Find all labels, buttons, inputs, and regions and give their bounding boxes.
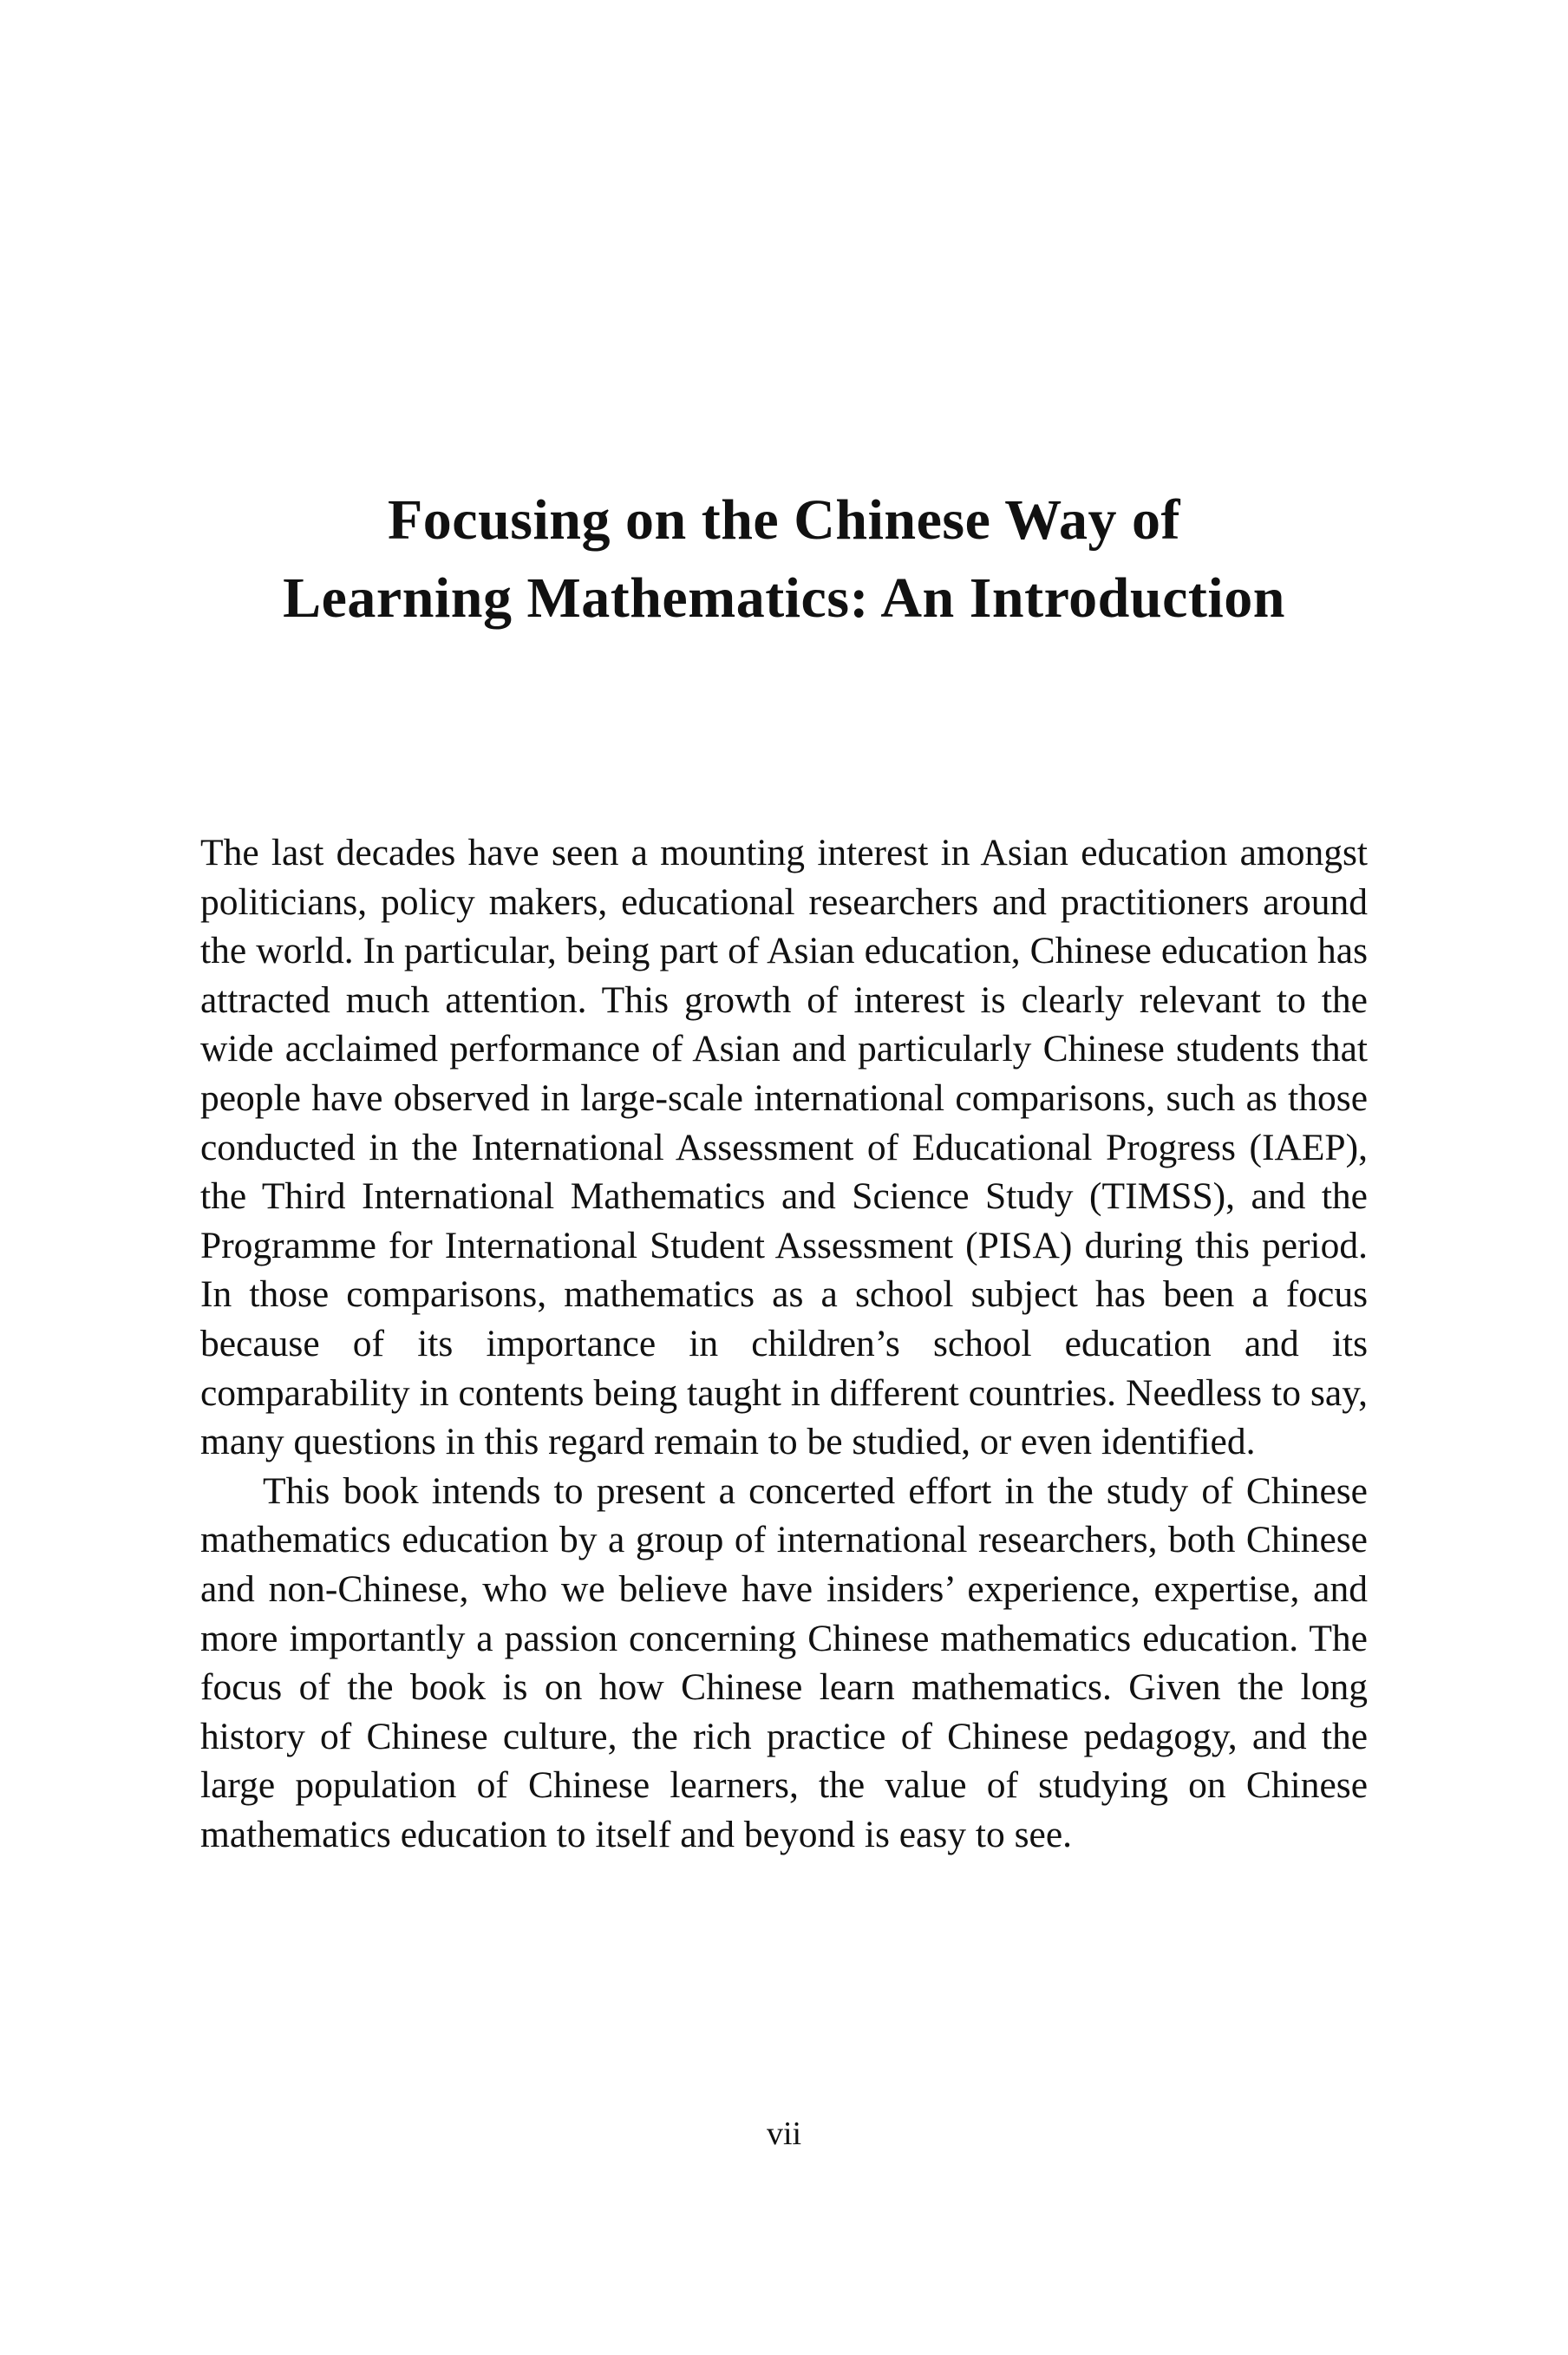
chapter-title-line-1: Focusing on the Chinese Way of: [387, 488, 1181, 552]
chapter-title-line-2: Learning Mathematics: An Introduction: [283, 566, 1285, 630]
body-text: [200, 828, 1368, 1859]
chapter-title: [0, 481, 1568, 638]
page-number: vii: [766, 2116, 802, 2152]
paragraph-2: This book intends to present a concerted effort in the study of Chinese mathematics education by a group of international researchers, both Chinese and non-Chinese, who we believe have insiders’ experience, expertise, and more importantly a passion concerning Chinese mathematics education. The focus of the book is on how Chinese learn mathematics. Given the long history of Chinese culture, the rich practice of Chinese pedagogy, and the large population of Chinese learners, the value of studying on Chinese mathematics education to itself and beyond is easy to see.: [200, 1469, 1368, 1855]
paragraph-1: The last decades have seen a mounting interest in Asian education amongst politicians, policy makers, educational researchers and practitioners around the world. In particular, being part of Asian education, Chinese education has attracted much attention. This growth of interest is clearly relevant to the wide acclaimed performance of Asian and particularly Chinese students that people have observed in large-scale international comparisons, such as those conducted in the International Assessment of Educational Progress (IAEP), the Third International Mathematics and Science Study (TIMSS), and the Programme for International Student Assessment (PISA) during this period. In those comparisons, mathematics as a school subject has been a focus because of its importance in children’s school education and its comparability in contents being taught in different countries. Needless to say, many questions in this regard remain to be studied, or even identified.: [200, 832, 1368, 1463]
